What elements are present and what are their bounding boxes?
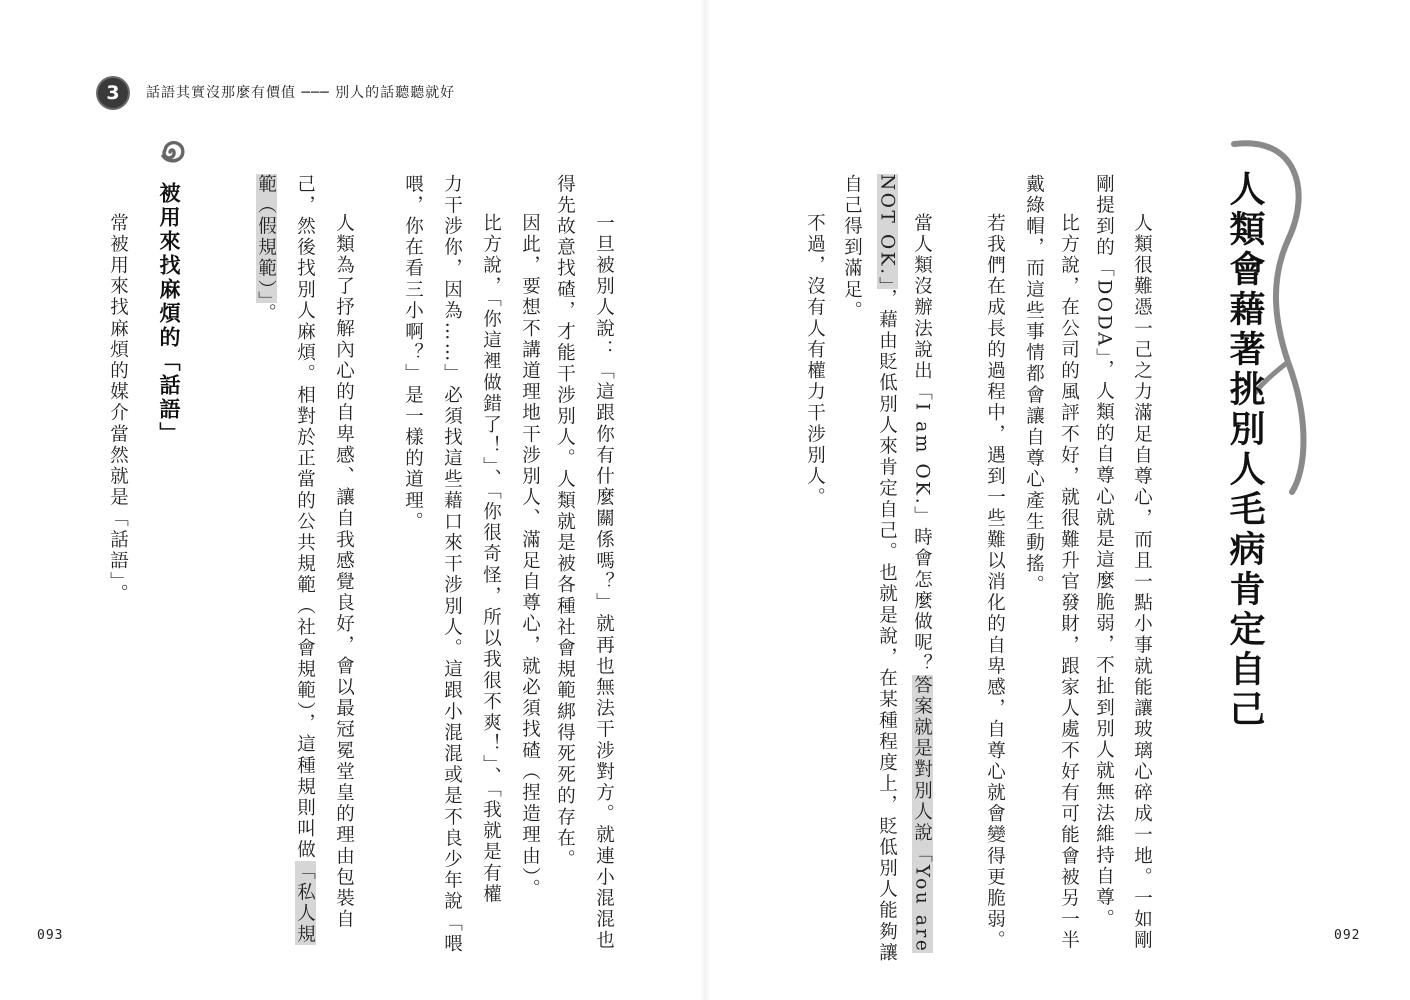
- left-column-8: 己，然後找別人麻煩。相對於正當的公共規範（社會規範），這種規則叫做「私人規: [294, 174, 316, 946]
- left-column-6: 喂，你在看三小啊？」是一樣的道理。: [402, 174, 424, 533]
- right-column-8: 自己得到滿足。: [841, 174, 863, 322]
- left-column-4: 比方說，「你這裡做錯了！」、「你很奇怪，所以我很不爽！」、「我就是有權: [480, 213, 502, 906]
- page-number-right: 092: [1334, 928, 1361, 943]
- left-column-3: 因此，要想不講道理地干涉別人、滿足自尊心，就必須找碴（捏造理由）。: [519, 213, 541, 901]
- left-column-9: 範（假規範）」。: [255, 174, 277, 325]
- page-title: 人類會藉著挑別人毛病肯定自己: [1224, 170, 1265, 730]
- right-column-3: 比方說，在公司的風評不好，就很難升官發財，跟家人處不好有可能會被另一半: [1058, 213, 1080, 952]
- right-column-6: 當人類沒辦法說出「I am OK.」時會怎麼做呢？答案就是對別人說「You are: [911, 213, 933, 954]
- right-column-4: 戴綠帽，而這些事情都會讓自尊心產生動搖。: [1023, 174, 1045, 596]
- right-column-7: NOT OK.」，藉由貶低別人來肯定自己。也就是說，在某種程度上，貶低別人能夠讓: [876, 174, 898, 964]
- right-column-9: 不過，沒有人有權力干涉別人。: [804, 213, 826, 509]
- left-column-1: 一旦被別人說：「這跟你有什麼關係嗎？」就再也無法干涉對方。就連小混混也: [593, 213, 615, 952]
- chapter-number-badge: 3: [98, 78, 128, 108]
- left-column-5: 力干涉你，因為……」必須找這些藉口來干涉別人。這跟小混混或是不良少年說「喂: [441, 174, 463, 955]
- left-column-2: 得先故意找碴，才能干涉別人。人類就是被各種社會規範綁得死死的存在。: [554, 174, 576, 871]
- right-column-1: 人類很難憑一己之力滿足自尊心，而且一點小事就能讓玻璃心碎成一地。一如剛: [1131, 213, 1153, 952]
- page-number-left: 093: [37, 928, 64, 943]
- right-column-5: 若我們在成長的過程中，遇到一些難以消化的自卑感，自尊心就會變得更脆弱。: [984, 213, 1006, 952]
- right-column-2: 剛提到的「DODA」，人類的自尊心就是這麼脆弱，不扯到別人就無法維持自尊。: [1093, 174, 1115, 930]
- book-gutter: [700, 0, 710, 1000]
- paragraph-after-subheading: 常被用來找麻煩的媒介當然就是「話語」。: [107, 213, 129, 605]
- subheading: 被用來找麻煩的「話語」: [157, 182, 181, 446]
- left-column-7: 人類為了抒解內心的自卑感、讓自我感覺良好，會以最冠冕堂皇的理由包裝自: [333, 213, 355, 931]
- spiral-icon: [155, 135, 189, 169]
- running-head-text: 話語其實沒那麼有價值 ─── 別人的話聽聽就好: [146, 85, 456, 101]
